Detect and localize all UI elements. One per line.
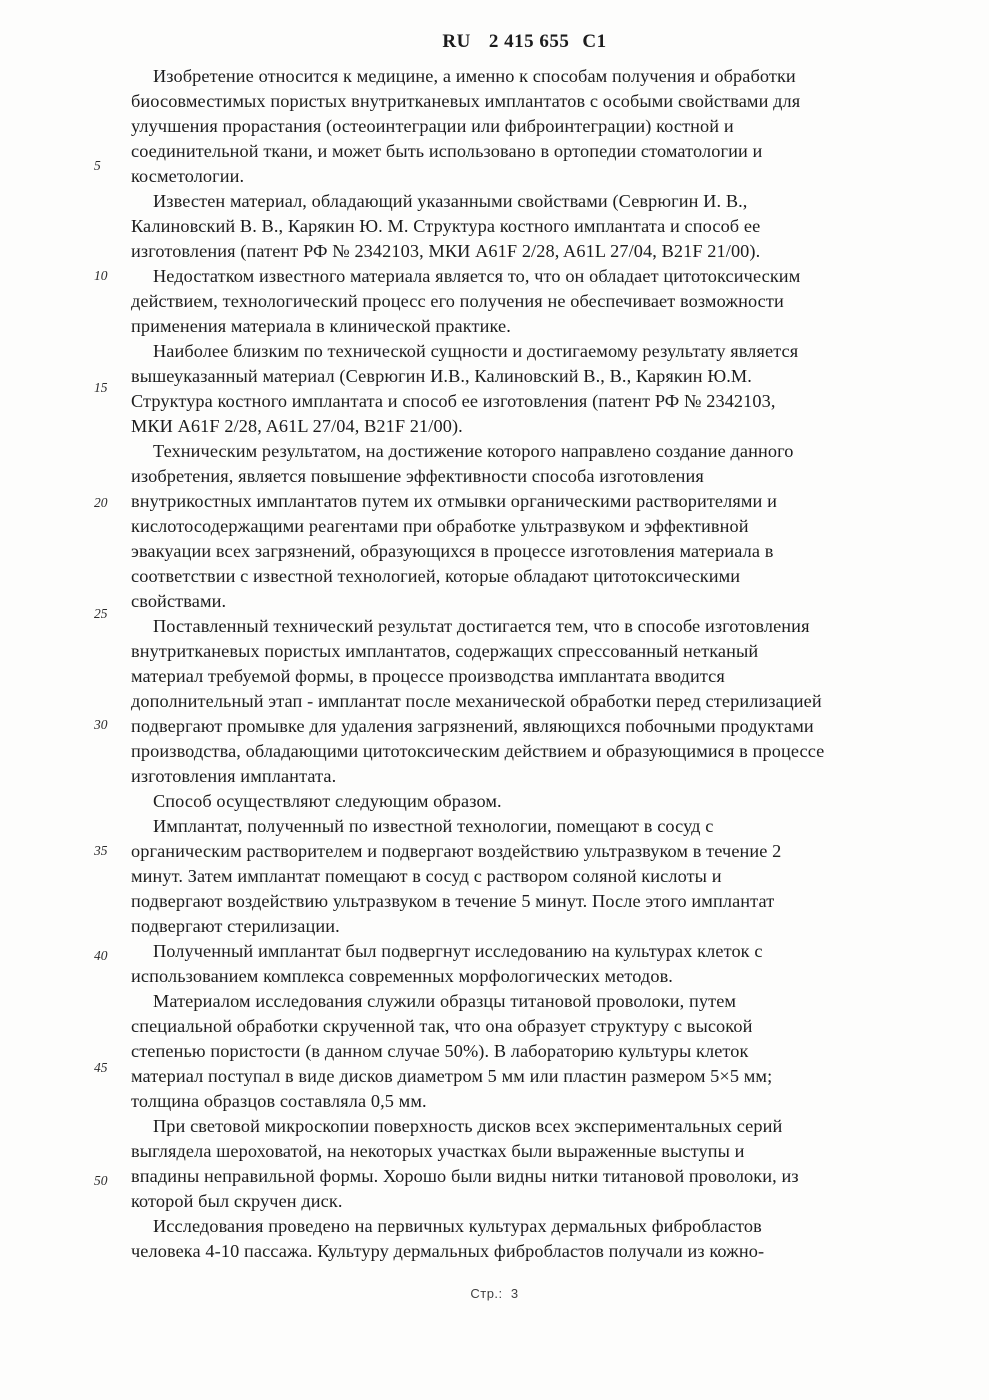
text-line: изобретения, является повышение эффективности способа изготовления: [131, 466, 704, 486]
text-line: Изобретение относится к медицине, а именно к способам получения и обработки: [153, 66, 796, 86]
line-number: 50: [94, 1173, 108, 1188]
line-number: 10: [94, 268, 108, 283]
line-number: 45: [94, 1060, 108, 1075]
text-line: Имплантат, полученный по известной технологии, помещают в сосуд с: [153, 816, 714, 836]
text-line: человека 4-10 пассажа. Культуру дермальных фибробластов получали из кожно-: [131, 1241, 765, 1261]
text-line: специальной обработки скрученной так, что она образует структуру с высокой: [131, 1016, 753, 1036]
text-line: Структура костного имплантата и способ ее изготовления (патент РФ № 2342103,: [131, 391, 776, 411]
text-line: улучшения прорастания (остеоинтеграции или фиброинтеграции) костной и: [131, 116, 734, 136]
document-header: [0, 31, 989, 53]
text-line: внутрикостных имплантатов путем их отмывки органическими растворителями и: [131, 491, 777, 511]
text-line: дополнительный этап - имплантат после механической обработки перед стерилизацией: [131, 691, 822, 711]
text-line: материал требуемой формы, в процессе производства имплантата вводится: [131, 666, 725, 686]
text-line: свойствами.: [131, 591, 227, 611]
text-line: Способ осуществляют следующим образом.: [153, 791, 502, 811]
text-line: внутритканевых пористых имплантатов, содержащих спрессованный нетканый: [131, 641, 759, 661]
text-line: Техническим результатом, на достижение которого направлено создание данного: [153, 441, 794, 461]
text-line: Исследования проведено на первичных культурах дермальных фибробластов: [153, 1216, 762, 1236]
text-line: толщина образцов составляла 0,5 мм.: [131, 1091, 427, 1111]
text-line: степенью пористости (в данном случае 50%). В лабораторию культуры клеток: [131, 1041, 749, 1061]
text-line: эвакуации всех загрязнений, образующихся в процессе изготовления материала в: [131, 541, 774, 561]
text-line: которой был скручен диск.: [131, 1191, 343, 1211]
line-number: 35: [94, 843, 108, 858]
text-line: соединительной ткани, и может быть использовано в ортопедии стоматологии и: [131, 141, 763, 161]
text-line: Поставленный технический результат достигается тем, что в способе изготовления: [153, 616, 810, 636]
text-line: МКИ A61F 2/28, A61L 27/04, B21F 21/00).: [131, 416, 463, 436]
document-body: [131, 64, 921, 1264]
text-line: Полученный имплантат был подвергнут исследованию на культурах клеток с: [153, 941, 763, 961]
text-line: применения материала в клинической практике.: [131, 316, 511, 336]
text-line: соответствии с известной технологией, которые обладают цитотоксическими: [131, 566, 741, 586]
text-line: использованием комплекса современных морфологических методов.: [131, 966, 673, 986]
country-code: RU: [442, 31, 471, 52]
line-number: 40: [94, 948, 108, 963]
footer-page-label: Стр.:: [470, 1286, 503, 1301]
line-number: 30: [94, 717, 108, 732]
text-line: подвергают воздействию ультразвуком в течение 5 минут. После этого имплантат: [131, 891, 775, 911]
text-line: минут. Затем имплантат помещают в сосуд с раствором соляной кислоты и: [131, 866, 722, 886]
text-line: выглядела шероховатой, на некоторых участках были выраженные выступы и: [131, 1141, 745, 1161]
line-number: 25: [94, 606, 108, 621]
text-line: действием, технологический процесс его получения не обеспечивает возможности: [131, 291, 784, 311]
text-line: косметологии.: [131, 166, 245, 186]
publication-number: 2 415 655: [488, 31, 570, 52]
kind-code: C1: [582, 31, 607, 52]
text-line: производства, обладающими цитотоксическим действием и образующимися в процессе: [131, 741, 825, 761]
text-line: Недостатком известного материала является то, что он обладает цитотоксическим: [153, 266, 801, 286]
text-line: При световой микроскопии поверхность дисков всех экспериментальных серий: [153, 1116, 783, 1136]
text-line: органическим растворителем и подвергают воздействию ультразвуком в течение 2: [131, 841, 782, 861]
text-line: изготовления (патент РФ № 2342103, МКИ A61F 2/28, A61L 27/04, B21F 21/00).: [131, 241, 761, 261]
text-line: Материалом исследования служили образцы титановой проволоки, путем: [153, 991, 737, 1011]
line-number: 5: [94, 158, 101, 173]
text-line: кислотосодержащими реагентами при обработке ультразвуком и эффективной: [131, 516, 749, 536]
page-footer: [0, 1286, 989, 1301]
text-line: впадины неправильной формы. Хорошо были видны нитки титановой проволоки, из: [131, 1166, 799, 1186]
text-line: изготовления имплантата.: [131, 766, 337, 786]
text-line: подвергают стерилизации.: [131, 916, 340, 936]
text-line: Наиболее близким по технической сущности и достигаемому результату является: [153, 341, 799, 361]
text-line: материал поступал в виде дисков диаметром 5 мм или пластин размером 5×5 мм;: [131, 1066, 773, 1086]
text-line: биосовместимых пористых внутритканевых имплантатов с особыми свойствами для: [131, 91, 801, 111]
footer-page-number: 3: [510, 1286, 519, 1301]
line-number: 20: [94, 495, 108, 510]
text-line: Калиновский В. В., Карякин Ю. М. Структура костного имплантата и способ ее: [131, 216, 761, 236]
text-line: вышеуказанный материал (Севрюгин И.В., Калиновский В., В., Карякин Ю.М.: [131, 366, 752, 386]
text-line: Известен материал, обладающий указанными свойствами (Севрюгин И. В.,: [153, 191, 748, 211]
line-number: 15: [94, 380, 108, 395]
text-line: подвергают промывке для удаления загрязнений, являющихся побочными продуктами: [131, 716, 814, 736]
